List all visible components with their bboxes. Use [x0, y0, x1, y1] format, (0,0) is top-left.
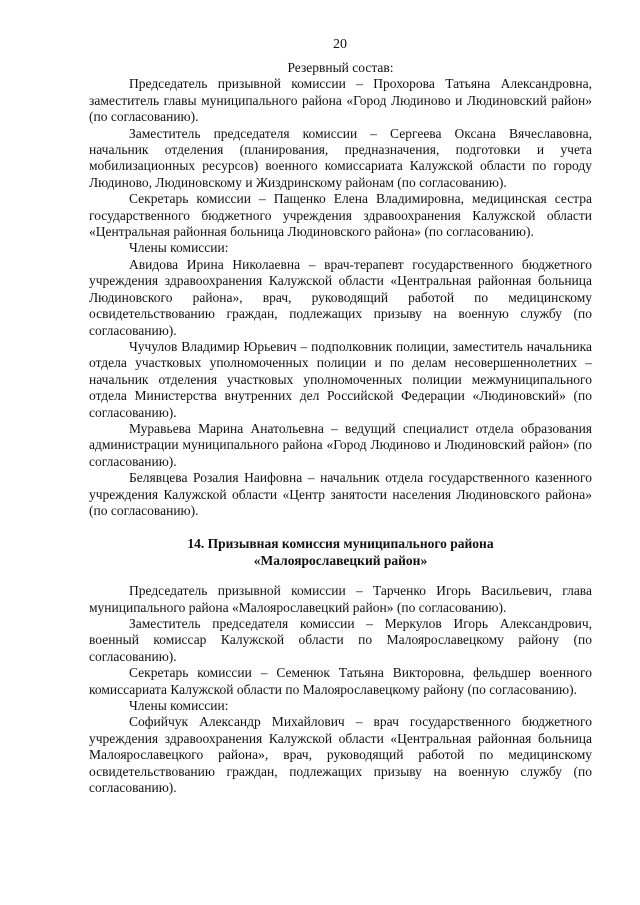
reserve-composition-title: Резервный состав:	[287, 60, 394, 75]
paragraph-members-label-reserve: Члены комиссии:	[129, 240, 229, 256]
section-heading-line1: 14. Призывная комиссия муниципального района	[187, 536, 494, 552]
paragraph-secretary-maloyaroslavets: Секретарь комиссии – Семенюк Татьяна Викторовна, фельдшер военного комиссариата Калужской области по Малоярославецкому району (по согласованию).	[89, 665, 592, 697]
paragraph-deputy-maloyaroslavets: Заместитель председателя комиссии – Меркулов Игорь Александрович, военный комиссар Калужской области по Малоярославецкому району (по согласованию).	[89, 616, 592, 664]
paragraph-deputy-reserve: Заместитель председателя комиссии – Сергеева Оксана Вячеславовна, начальник отделения (планирования, предназначения, подготовки и учета мобилизационных ресурсов) военного комиссариата Калужской области по городу Людиново, Людиновскому и Жиздринскому районам (по согласованию).	[89, 125, 592, 190]
page-number: 20	[333, 37, 347, 52]
document-body	[89, 60, 592, 796]
paragraph-member-sofiychuk: Софийчук Александр Михайлович – врач государственного бюджетного учреждения здравоохранения Калужской области «Центральная районная больница Малоярославецкого района», врач, руководящий работой по медицинскому освидетельствованию граждан, подлежащих призыву на военную службу (по согласованию).	[89, 714, 592, 796]
paragraph-secretary-reserve: Секретарь комиссии – Пащенко Елена Владимировна, медицинская сестра государственного бюджетного учреждения здравоохранения Калужской области «Центральная районная больница Людиновского района» (по согласованию).	[89, 191, 592, 240]
paragraph-members-label-maloyaroslavets: Члены комиссии:	[129, 698, 229, 714]
paragraph-member-avidova: Авидова Ирина Николаевна – врач-терапевт государственного бюджетного учреждения здравоохранения Калужской области «Центральная районная больница Людиновского района», врач, руководящий работой по медицинскому освидетельствованию граждан, подлежащих призыву на военную службу (по согласованию).	[89, 256, 592, 338]
section-heading-line2: «Малоярославецкий район»	[253, 552, 428, 568]
paragraph-member-belyavtseva: Белявцева Розалия Наифовна – начальник отдела государственного казенного учреждения Калужской области «Центр занятости населения Людиновского района» (по согласованию).	[89, 470, 592, 518]
paragraph-chairman-maloyaroslavets: Председатель призывной комиссии – Тарченко Игорь Васильевич, глава муниципального района «Малоярославецкий район» (по согласованию).	[89, 583, 592, 615]
paragraph-member-chuchulov: Чучулов Владимир Юрьевич – подполковник полиции, заместитель начальника отдела участковых уполномоченных полиции и по делам несовершеннолетних – начальник отделения участковых уполномоченных полиции межмуниципального отдела Министерства внутренних дел Российской Федерации «Людиновский» (по согласованию).	[89, 338, 592, 420]
paragraph-chairman-reserve: Председатель призывной комиссии – Прохорова Татьяна Александровна, заместитель главы муниципального района «Город Людиново и Людиновский район» (по согласованию).	[89, 76, 592, 125]
paragraph-member-muravyeva: Муравьева Марина Анатольевна – ведущий специалист отдела образования администрации муниципального района «Город Людиново и Людиновский район» (по согласованию).	[89, 420, 592, 469]
